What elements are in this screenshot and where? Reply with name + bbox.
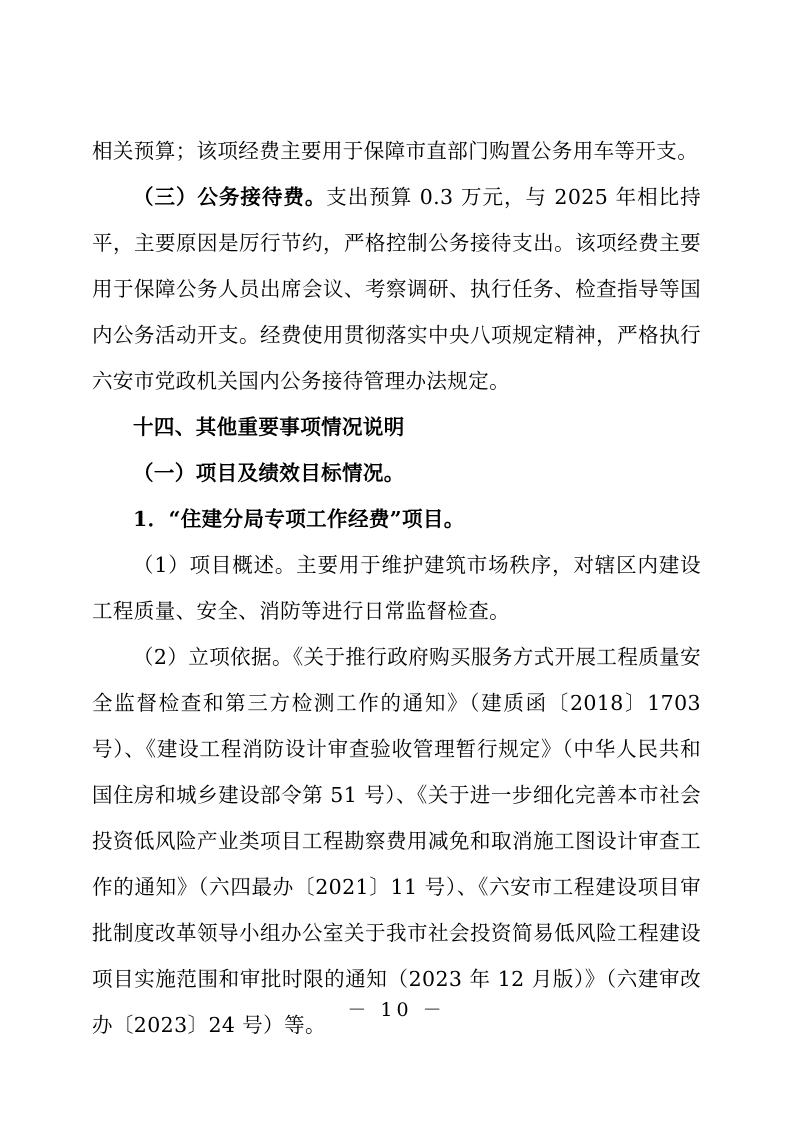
paragraph-project-basis: （2）立项依据。《关于推行政府购买服务方式开展工程质量安全监督检查和第三方检测工作的通知》（建质函〔2018〕1703 号）、《建设工程消防设计审查验收管理暂行规定》（中华人民共和国住房和城乡建设部令第 51 号）、《关于进一步细化完善本市社会投资低风险产业类项目工程勘察费用减免和取消施工图设计审查工作的通知》（六四最办〔2021〕11 号）、《六安市工程建设项目审批制度改革领导小组办公室关于我市社会投资简易低风险工程建设项目实施范围和审批时限的通知（2023 年 12 月版）》（六建审改办〔2023〕24 号）等。 — [92, 645, 701, 1037]
page-number: － 10 － — [347, 999, 446, 1021]
page-footer — [0, 995, 793, 1022]
heading-subsection-1: （一）项目及绩效目标情况。 — [133, 461, 405, 485]
paragraph-official-hospitality — [92, 174, 701, 404]
paragraph-continuation: 相关预算；该项经费主要用于保障市直部门购置公务用车等开支。 — [92, 139, 699, 163]
paragraph-project-overview: （1）项目概述。主要用于维护建筑市场秩序，对辖区内建设工程质量、安全、消防等进行日常监督检查。 — [92, 553, 701, 623]
heading-project-1: 1．“住建分局专项工作经费”项目。 — [133, 507, 465, 531]
heading-section-14: 十四、其他重要事项情况说明 — [133, 415, 405, 439]
paragraph-text: 支出预算 0.3 万元，与 2025 年相比持平，主要原因是厉行节约，严格控制公务接待支出。该项经费主要用于保障公务人员出席会议、考察调研、执行任务、检查指导等国内公务活动开支。经费使用贯彻落实中央八项规定精神，严格执行六安市党政机关国内公务接待管理办法规定。 — [92, 185, 701, 393]
paragraph-lead-label: （三）公务接待费。 — [133, 185, 327, 209]
document-body — [92, 128, 701, 1048]
